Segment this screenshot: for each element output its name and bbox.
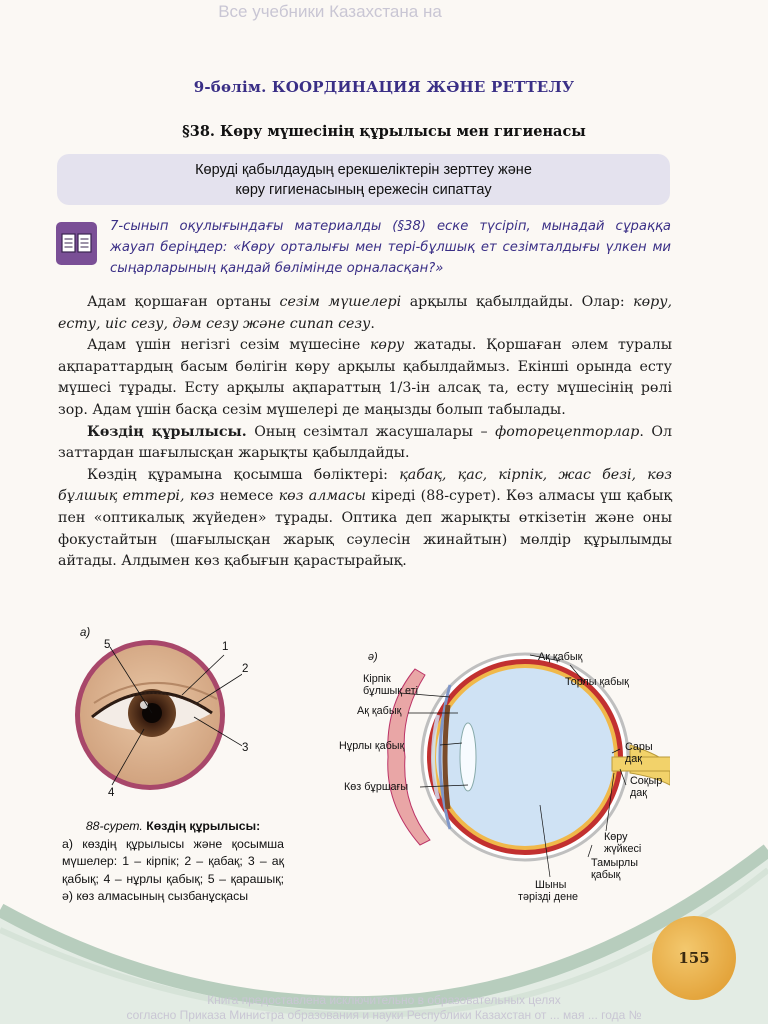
label-number-5: 5 (104, 639, 111, 651)
label-blind-spot-2: дақ (630, 787, 648, 799)
review-question: 7-сынып оқулығындағы материалды (§38) еске түсіріп, мынадай сұраққа жауап беріңдер: «Көру орталығы мен тері-бұлшық ет сезімталдығы үлкен ми сыңарларының қандай бөлімінде орналасқан?» (110, 219, 671, 276)
label-lens: Көз бұршағы (344, 781, 409, 793)
term-photoreceptors: фоторецепторлар (495, 423, 640, 440)
text-run: кіреді (88-сурет). Көз алмасы үш қабық пен «оптикалық жүйеден» тұрады. Оптика деп жарықты өткізетін және оны фокустайтын (шағылысқан жарық сәулесін жинайтын) мөлдір құрылымды айтады. Алдымен көз қабығын қарастырайық. (58, 488, 672, 570)
term-vision: көру (369, 337, 405, 354)
paragraph-eye-structure (58, 422, 672, 465)
label-number-2: 2 (242, 663, 249, 675)
decorative-swoosh (0, 760, 768, 1024)
text-run: . (370, 315, 375, 332)
label-number-3: 3 (242, 742, 249, 754)
label-macula-2: дақ (625, 753, 643, 765)
label-macula-1: Сары (625, 741, 653, 753)
open-book-icon (56, 222, 97, 265)
caption-title: Көздің құрылысы: (146, 819, 261, 833)
watermark-bottom-2: согласно Приказа Министра образования и науки Республики Казахстан от ... мая ... года № (126, 1008, 642, 1022)
figure-letter-e: ә) (368, 651, 378, 663)
label-iris: Нұрлы қабық (339, 740, 405, 752)
label-retina: Торлы қабық (565, 676, 629, 688)
paragraph-vision (58, 335, 672, 421)
label-blind-spot-1: Соқыр (630, 775, 663, 787)
watermark-top: Все учебники Казахстана на (218, 2, 442, 21)
label-optic-nerve-1: Көру (604, 831, 628, 843)
part-title: 9-бөлім. КООРДИНАЦИЯ ЖӘНЕ РЕТТЕЛУ (193, 78, 575, 96)
goal-line-2: көру гигиенасының ережесін сипаттау (235, 182, 492, 198)
label-optic-nerve-2: жүйкесі (604, 843, 642, 855)
section-title: §38. Көру мүшесінің құрылысы мен гигиенасы (182, 123, 586, 140)
paragraph-senses (58, 292, 672, 335)
label-number-4: 4 (108, 787, 115, 799)
text-run: Адам қоршаған ортаны (87, 294, 280, 310)
page-number: 155 (678, 949, 710, 967)
term-sense-list: көру, есту, иіс сезу, дәм сезу және сипап сезу (58, 294, 672, 332)
goal-line-1: Көруді қабылдаудың ерекшеліктерін зерттеу және (195, 162, 532, 178)
figure-letter-a: а) (80, 627, 91, 639)
term-accessory-parts: қабақ, қас, кірпік, жас безі, көз бұлшық еттері, көз (58, 466, 672, 505)
watermark-bottom-1: Книга предоставлена исключительно в образовательных целях (207, 993, 561, 1007)
label-sclera-top: Ақ қабық (538, 651, 583, 663)
term-eyeball: көз алмасы (278, 488, 366, 505)
text-run: Адам үшін негізгі сезім мүшесіне (87, 337, 370, 354)
heading-eye-structure: Көздің құрылысы. (87, 423, 247, 440)
text-run: немесе (214, 488, 279, 505)
label-vitreous-2: тәрізді дене (518, 891, 579, 903)
text-run: Көздің құрамына қосымша бөліктері: (87, 466, 400, 483)
text-run: Оның сезімтал жасушалары – (246, 423, 496, 440)
term-sense-organs: сезім мүшелері (279, 294, 402, 310)
caption-figure-number: 88-сурет. (85, 819, 143, 833)
label-number-1: 1 (222, 641, 229, 653)
caption-text: а) көздің құрылысы және қосымша мүшелер: 1 – кірпік; 2 – қабақ; 3 – ақ қабық; 4 – нұрлы қабық; 5 – қарашық; ә) көз алмасының сызбанұсқасы (62, 836, 284, 903)
label-choroid-1: Тамырлы (591, 857, 638, 869)
lesson-goal-box (57, 154, 670, 205)
paragraph-eye-parts (58, 465, 672, 573)
label-ciliary-1: Кірпік (363, 673, 391, 685)
label-ciliary-2: бұлшық еті (363, 685, 419, 697)
label-sclera-left: Ақ қабық (357, 705, 402, 717)
label-choroid-2: қабық (591, 869, 621, 881)
text-run: жатады. Қоршаған әлем туралы ақпараттардың басым бөлігін көру арқылы қабылдаймыз. Екінші орында есту мүшесі тұрады. Есту арқылы ақпараттың 1/3-ін алсақ та, есту мүшесінің рөлі зор. Адам үшін басқа сезім мүшелері де маңызды болып табылады. (58, 337, 672, 418)
label-vitreous-1: Шыны (535, 879, 567, 891)
page-number-badge (652, 916, 736, 1000)
text-run: арқылы қабылдайды. Олар: (401, 294, 634, 310)
text-run: . Ол заттардан шағылысқан жарықты қабылдайды. (58, 423, 672, 462)
main-text (58, 292, 672, 573)
